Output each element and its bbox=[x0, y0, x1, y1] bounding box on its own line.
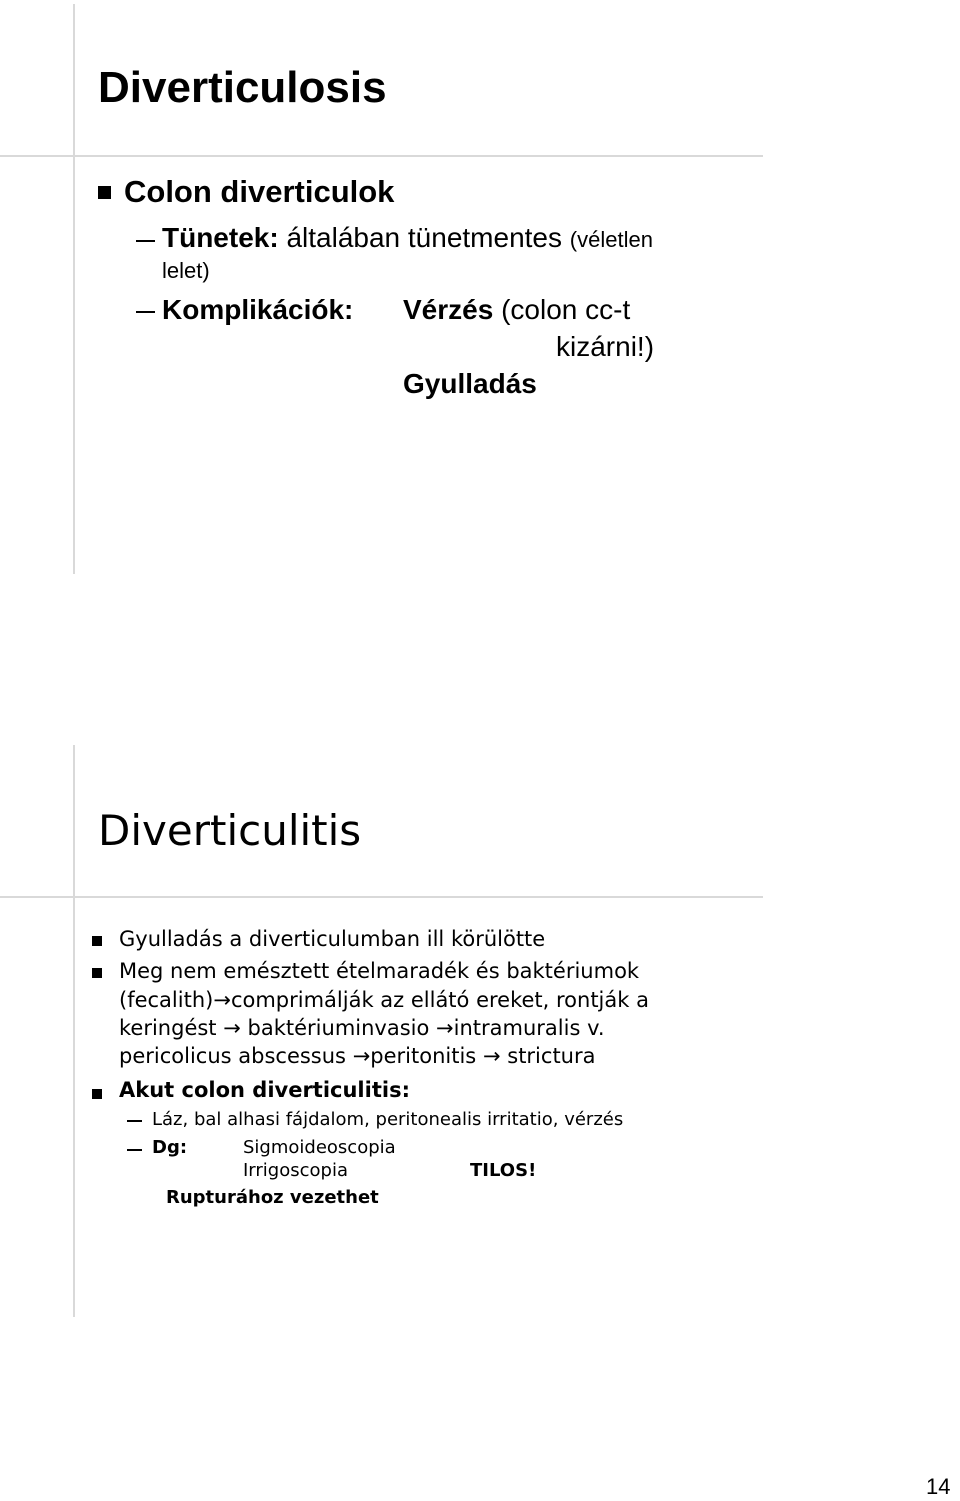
dash-marker bbox=[127, 1120, 142, 1122]
slide1-vertical-rule bbox=[73, 4, 75, 574]
dg-label: Dg: bbox=[152, 1137, 188, 1158]
slide2-bullet-akut: Akut colon diverticulitis: bbox=[119, 1078, 410, 1102]
verzes-continuation: kizárni!) bbox=[556, 331, 655, 362]
rupturahoz-text: Rupturához vezethet bbox=[166, 1187, 379, 1208]
tunetek-text: általában tünetmentes bbox=[286, 222, 562, 253]
tunetek-label: Tünetek: bbox=[162, 222, 279, 253]
slide1-bullet-colon-diverticulok: Colon diverticulok bbox=[124, 174, 395, 209]
dash-marker bbox=[127, 1149, 142, 1151]
arrow-icon: → bbox=[482, 1044, 501, 1068]
dash-marker bbox=[136, 240, 155, 242]
arrow-icon: → bbox=[436, 1016, 454, 1040]
slide2-bullet-meg-nem-line4 bbox=[119, 1044, 596, 1068]
slide2-bullet-meg-nem-line3 bbox=[119, 1016, 605, 1040]
slide2-bullet-meg-nem-line1: Meg nem emésztett ételmaradék és baktériumok bbox=[119, 959, 640, 983]
dash-marker bbox=[136, 311, 155, 313]
komplikaciok-verzes-line bbox=[403, 294, 630, 326]
comprimaljak-text: comprimálják az ellátó ereket, rontják a bbox=[230, 988, 649, 1012]
intramuralis-text: intramuralis v. bbox=[453, 1016, 605, 1040]
verzes-paren: (colon cc-t bbox=[501, 294, 631, 325]
komplikaciok-label: Komplikációk: bbox=[162, 294, 354, 325]
verzes-text: Vérzés bbox=[403, 294, 494, 325]
arrow-icon: → bbox=[213, 988, 231, 1012]
fecalith-text: (fecalith) bbox=[119, 988, 214, 1012]
tunetek-small: (véletlen bbox=[569, 227, 653, 252]
bullet-square bbox=[92, 936, 102, 946]
slide2-title: Diverticulitis bbox=[98, 806, 362, 855]
arrow-icon: → bbox=[223, 1016, 241, 1040]
slide2-bullet-meg-nem-line2 bbox=[119, 988, 649, 1012]
slide1-tunetek-line bbox=[162, 222, 653, 254]
bakteriuminvasio-text: baktériuminvasio bbox=[247, 1016, 430, 1040]
bullet-square bbox=[98, 186, 111, 199]
bullet-square bbox=[92, 968, 102, 978]
bullet-square bbox=[92, 1089, 102, 1099]
slide2-bullet-gyulladas: Gyulladás a diverticulumban ill körülötte bbox=[119, 927, 546, 951]
sigmoideoscopia-text: Sigmoideoscopia bbox=[243, 1137, 396, 1158]
slide2-vertical-rule bbox=[73, 745, 75, 1317]
slide1-horizontal-rule bbox=[0, 155, 763, 157]
irrigoscopia-text: Irrigoscopia bbox=[243, 1160, 348, 1181]
gyulladas-text: Gyulladás bbox=[403, 368, 537, 399]
peritonitis-text: peritonitis bbox=[370, 1044, 477, 1068]
tunetek-continuation: lelet) bbox=[162, 258, 210, 283]
slide1-title: Diverticulosis bbox=[98, 63, 387, 112]
strictura-text: strictura bbox=[507, 1044, 596, 1068]
arrow-icon: → bbox=[352, 1044, 371, 1068]
slide2-sub-laz: Láz, bal alhasi fájdalom, peritonealis irritatio, vérzés bbox=[152, 1109, 624, 1130]
abscessus-text: pericolicus abscessus bbox=[119, 1044, 346, 1068]
slide2-horizontal-rule bbox=[0, 896, 763, 898]
keringest-text: keringést bbox=[119, 1016, 217, 1040]
tilos-text: TILOS! bbox=[470, 1160, 537, 1181]
page-number: 14 bbox=[926, 1474, 951, 1499]
